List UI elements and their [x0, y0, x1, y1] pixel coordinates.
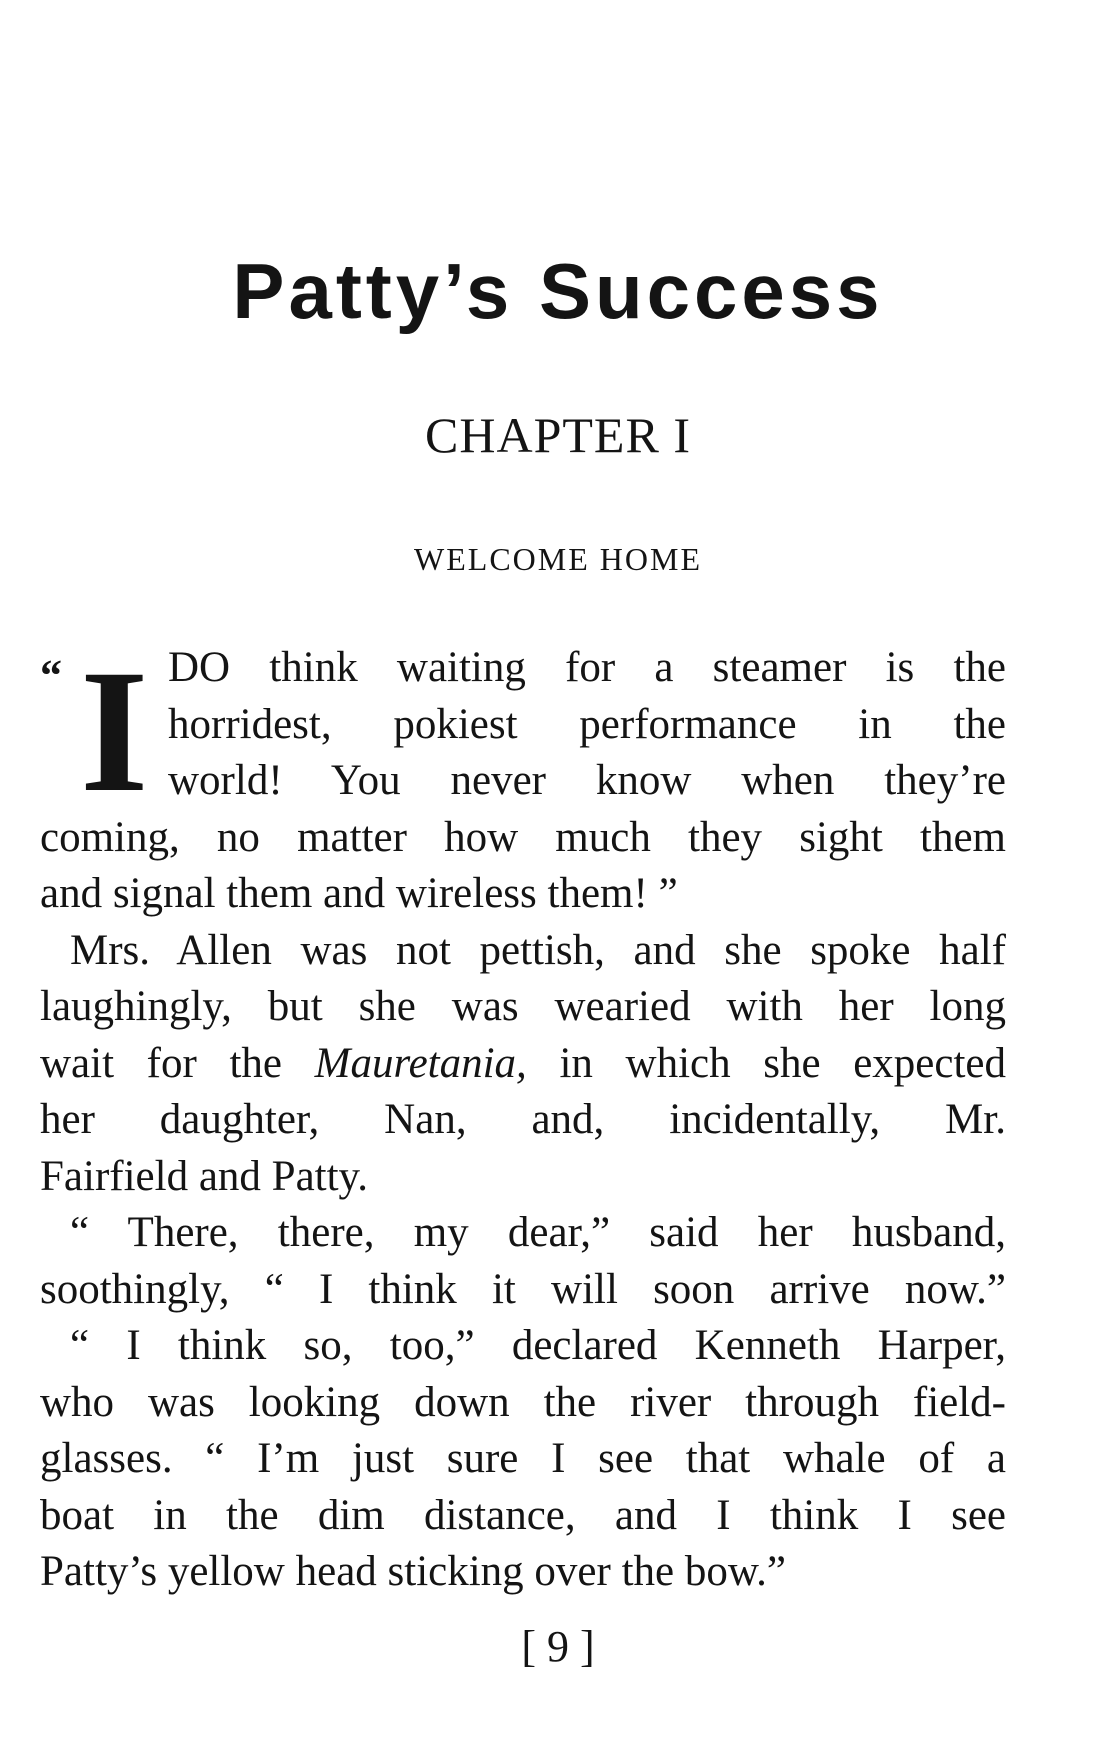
text-line: Mrs. Allen was not pettish, and she spoke half: [70, 926, 1006, 974]
text-line: world! You never know when they’re: [168, 757, 1006, 804]
ship-name: Mauretania,: [314, 1039, 527, 1087]
book-title: Patty’s Success: [232, 247, 884, 335]
text-line: boat in the dim distance, and I think I see: [40, 1491, 1006, 1539]
text-line: horridest, pokiest performance in the: [168, 700, 1006, 748]
text-line: Fairfield and Patty.: [40, 1152, 369, 1200]
text-line: who was looking down the river through field-: [40, 1378, 1006, 1426]
text-line: Patty’s yellow head sticking over the bow.”: [40, 1548, 786, 1595]
text-line: laughingly, but she was wearied with her long: [40, 983, 1006, 1030]
body-text: [40, 634, 1007, 1601]
chapter-title: WELCOME HOME: [414, 541, 702, 577]
text-line: “ There, there, my dear,” said her husband,: [70, 1209, 1006, 1256]
text-line: “ I think so, too,” declared Kenneth Harper,: [70, 1322, 1006, 1369]
text-line: [40, 1036, 1006, 1093]
drop-cap: [40, 634, 168, 829]
text-line: coming, no matter how much they sight them: [40, 813, 1006, 861]
text-line: glasses. “ I’m just sure I see that whale of a: [40, 1435, 1006, 1482]
chapter-heading: CHAPTER I: [425, 407, 691, 463]
drop-cap-quote: “: [40, 651, 62, 700]
drop-cap-letter: I: [80, 634, 149, 829]
text-line: her daughter, Nan, and, incidentally, Mr.: [40, 1096, 1006, 1143]
text-line: soothingly, “ I think it will soon arrive now.”: [40, 1265, 1006, 1313]
text-line: and signal them and wireless them! ”: [40, 870, 678, 917]
text-fragment: wait for the: [40, 1039, 282, 1087]
text-line: DO think waiting for a steamer is the: [168, 644, 1006, 691]
page-number: [ 9 ]: [521, 1622, 595, 1671]
text-fragment: in which she expected: [559, 1039, 1007, 1087]
